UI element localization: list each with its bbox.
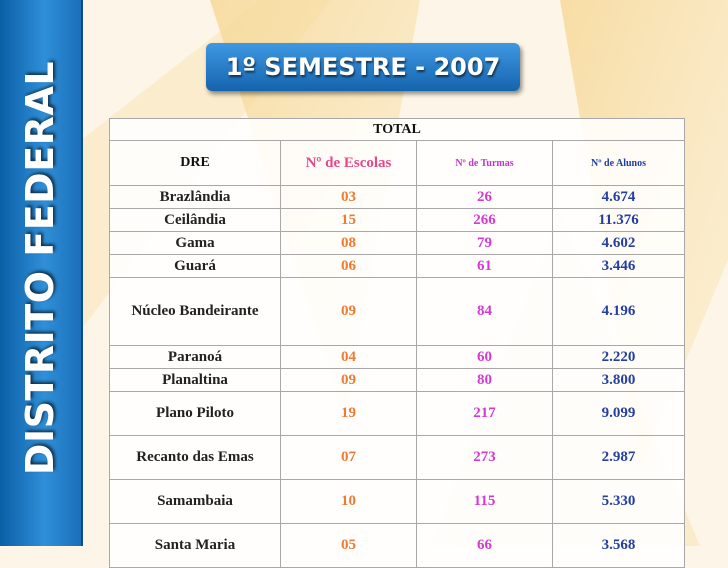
cell-escolas: 03 — [281, 186, 417, 209]
cell-turmas: 26 — [417, 186, 553, 209]
cell-alunos: 2.220 — [553, 346, 685, 369]
table-row — [110, 480, 685, 524]
cell-dre: Planaltina — [110, 369, 281, 392]
cell-escolas: 10 — [281, 480, 417, 524]
cell-dre: Gama — [110, 232, 281, 255]
cell-turmas: 79 — [417, 232, 553, 255]
cell-dre: Ceilândia — [110, 209, 281, 232]
cell-alunos: 9.099 — [553, 392, 685, 436]
cell-escolas: 09 — [281, 369, 417, 392]
table-row — [110, 255, 685, 278]
table-row — [110, 369, 685, 392]
cell-turmas: 266 — [417, 209, 553, 232]
column-header-escolas: Nº de Escolas — [281, 141, 417, 186]
cell-dre: Santa Maria — [110, 524, 281, 568]
sidebar-title: DISTRITO FEDERAL — [18, 60, 62, 476]
cell-dre: Recanto das Emas — [110, 436, 281, 480]
title-box — [206, 43, 520, 91]
cell-alunos: 4.674 — [553, 186, 685, 209]
cell-escolas: 06 — [281, 255, 417, 278]
cell-alunos: 3.800 — [553, 369, 685, 392]
cell-dre: Núcleo Bandeirante — [110, 278, 281, 346]
column-header-dre: DRE — [110, 141, 281, 186]
cell-alunos: 4.196 — [553, 278, 685, 346]
table-caption: TOTAL — [110, 119, 685, 141]
cell-dre: Paranoá — [110, 346, 281, 369]
cell-turmas: 66 — [417, 524, 553, 568]
table-row — [110, 232, 685, 255]
table-row — [110, 209, 685, 232]
cell-dre: Samambaia — [110, 480, 281, 524]
cell-alunos: 3.568 — [553, 524, 685, 568]
cell-escolas: 19 — [281, 392, 417, 436]
cell-alunos: 11.376 — [553, 209, 685, 232]
cell-turmas: 115 — [417, 480, 553, 524]
cell-turmas: 217 — [417, 392, 553, 436]
cell-escolas: 05 — [281, 524, 417, 568]
table-row — [110, 278, 685, 346]
cell-escolas: 09 — [281, 278, 417, 346]
cell-alunos: 2.987 — [553, 436, 685, 480]
cell-turmas: 273 — [417, 436, 553, 480]
cell-dre: Guará — [110, 255, 281, 278]
cell-turmas: 60 — [417, 346, 553, 369]
table-row — [110, 392, 685, 436]
cell-dre: Brazlândia — [110, 186, 281, 209]
table-row — [110, 346, 685, 369]
data-table — [109, 118, 685, 568]
cell-alunos: 3.446 — [553, 255, 685, 278]
cell-turmas: 61 — [417, 255, 553, 278]
cell-turmas: 80 — [417, 369, 553, 392]
cell-dre: Plano Piloto — [110, 392, 281, 436]
sidebar-banner — [0, 0, 83, 546]
column-header-alunos: Nº de Alunos — [553, 141, 685, 186]
cell-escolas: 04 — [281, 346, 417, 369]
cell-alunos: 5.330 — [553, 480, 685, 524]
cell-escolas: 15 — [281, 209, 417, 232]
column-header-turmas: Nº de Turmas — [417, 141, 553, 186]
cell-escolas: 07 — [281, 436, 417, 480]
table-row — [110, 436, 685, 480]
page-title: 1º SEMESTRE - 2007 — [225, 53, 501, 81]
cell-turmas: 84 — [417, 278, 553, 346]
cell-alunos: 4.602 — [553, 232, 685, 255]
cell-escolas: 08 — [281, 232, 417, 255]
table-row — [110, 186, 685, 209]
